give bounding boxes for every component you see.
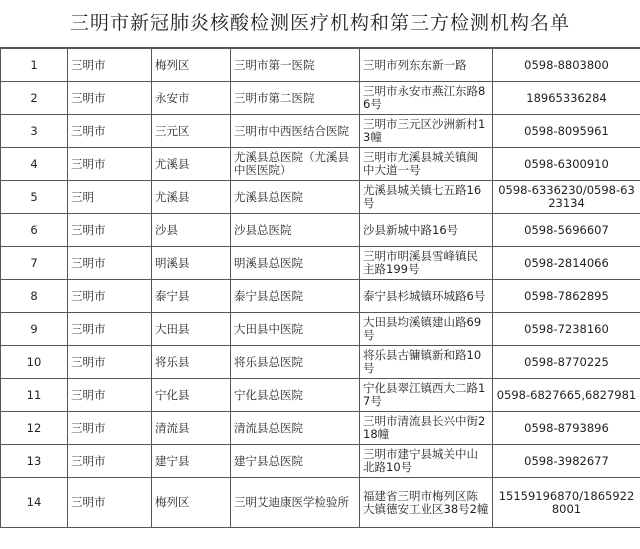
phone-cell: 0598-8803800 xyxy=(493,49,640,82)
county-cell: 沙县 xyxy=(152,214,231,247)
county-cell: 三元区 xyxy=(152,115,231,148)
institution-name-cell: 泰宁县总医院 xyxy=(231,280,360,313)
city-cell: 三明市 xyxy=(68,445,152,478)
city-cell: 三明市 xyxy=(68,313,152,346)
address-cell: 三明市建宁县城关中山北路10号 xyxy=(360,445,493,478)
phone-cell: 0598-7862895 xyxy=(493,280,640,313)
institution-name-cell: 三明艾迪康医学检验所 xyxy=(231,478,360,528)
institution-name-cell: 尤溪县总医院（尤溪县中医医院） xyxy=(231,148,360,181)
row-index: 9 xyxy=(1,313,68,346)
city-cell: 三明市 xyxy=(68,379,152,412)
address-cell: 宁化县翠江镇西大二路17号 xyxy=(360,379,493,412)
row-index: 12 xyxy=(1,412,68,445)
county-cell: 尤溪县 xyxy=(152,148,231,181)
address-cell: 大田县均溪镇建山路69号 xyxy=(360,313,493,346)
phone-cell: 0598-8095961 xyxy=(493,115,640,148)
address-cell: 三明市尤溪县城关镇闽中大道一号 xyxy=(360,148,493,181)
city-cell: 三明市 xyxy=(68,478,152,528)
county-cell: 泰宁县 xyxy=(152,280,231,313)
phone-cell: 0598-6300910 xyxy=(493,148,640,181)
institution-table xyxy=(0,48,640,528)
address-cell: 将乐县古镛镇新和路10号 xyxy=(360,346,493,379)
city-cell: 三明市 xyxy=(68,346,152,379)
city-cell: 三明市 xyxy=(68,412,152,445)
row-index: 14 xyxy=(1,478,68,528)
county-cell: 将乐县 xyxy=(152,346,231,379)
institution-name-cell: 清流县总医院 xyxy=(231,412,360,445)
phone-cell: 0598-8770225 xyxy=(493,346,640,379)
address-cell: 三明市列东东新一路 xyxy=(360,49,493,82)
institution-name-cell: 沙县总医院 xyxy=(231,214,360,247)
table-row xyxy=(1,148,640,181)
institution-name-cell: 建宁县总医院 xyxy=(231,445,360,478)
row-index: 8 xyxy=(1,280,68,313)
institution-name-cell: 明溪县总医院 xyxy=(231,247,360,280)
address-cell: 三明市永安市燕江东路86号 xyxy=(360,82,493,115)
row-index: 10 xyxy=(1,346,68,379)
institution-name-cell: 尤溪县总医院 xyxy=(231,181,360,214)
address-cell: 尤溪县城关镇七五路16号 xyxy=(360,181,493,214)
institution-table-body xyxy=(1,49,640,528)
city-cell: 三明市 xyxy=(68,115,152,148)
city-cell: 三明 xyxy=(68,181,152,214)
address-cell: 泰宁县杉城镇环城路6号 xyxy=(360,280,493,313)
county-cell: 梅列区 xyxy=(152,49,231,82)
county-cell: 梅列区 xyxy=(152,478,231,528)
phone-cell: 15159196870/18659228001 xyxy=(493,478,640,528)
address-cell: 三明市明溪县雪峰镇民主路199号 xyxy=(360,247,493,280)
address-cell: 三明市清流县长兴中街218幢 xyxy=(360,412,493,445)
table-row xyxy=(1,49,640,82)
address-cell: 沙县新城中路16号 xyxy=(360,214,493,247)
row-index: 11 xyxy=(1,379,68,412)
table-row xyxy=(1,478,640,528)
institution-name-cell: 三明市第一医院 xyxy=(231,49,360,82)
phone-cell: 0598-7238160 xyxy=(493,313,640,346)
table-row xyxy=(1,280,640,313)
phone-cell: 18965336284 xyxy=(493,82,640,115)
institution-name-cell: 三明市第二医院 xyxy=(231,82,360,115)
city-cell: 三明市 xyxy=(68,49,152,82)
row-index: 5 xyxy=(1,181,68,214)
table-row xyxy=(1,379,640,412)
phone-cell: 0598-6336230/0598-6323134 xyxy=(493,181,640,214)
row-index: 13 xyxy=(1,445,68,478)
city-cell: 三明市 xyxy=(68,214,152,247)
institution-name-cell: 宁化县总医院 xyxy=(231,379,360,412)
phone-cell: 0598-5696607 xyxy=(493,214,640,247)
phone-cell: 0598-8793896 xyxy=(493,412,640,445)
institution-name-cell: 大田县中医院 xyxy=(231,313,360,346)
row-index: 1 xyxy=(1,49,68,82)
county-cell: 建宁县 xyxy=(152,445,231,478)
institution-name-cell: 将乐县总医院 xyxy=(231,346,360,379)
row-index: 2 xyxy=(1,82,68,115)
county-cell: 明溪县 xyxy=(152,247,231,280)
table-row xyxy=(1,82,640,115)
city-cell: 三明市 xyxy=(68,148,152,181)
address-cell: 福建省三明市梅列区陈大镇德安工业区38号2幢 xyxy=(360,478,493,528)
phone-cell: 0598-2814066 xyxy=(493,247,640,280)
table-row xyxy=(1,181,640,214)
document-title: 三明市新冠肺炎核酸检测医疗机构和第三方检测机构名单 xyxy=(0,0,640,48)
county-cell: 宁化县 xyxy=(152,379,231,412)
institution-name-cell: 三明市中西医结合医院 xyxy=(231,115,360,148)
row-index: 6 xyxy=(1,214,68,247)
row-index: 4 xyxy=(1,148,68,181)
city-cell: 三明市 xyxy=(68,247,152,280)
county-cell: 永安市 xyxy=(152,82,231,115)
table-row xyxy=(1,247,640,280)
table-row xyxy=(1,445,640,478)
table-row xyxy=(1,115,640,148)
table-row xyxy=(1,412,640,445)
county-cell: 大田县 xyxy=(152,313,231,346)
table-row xyxy=(1,214,640,247)
county-cell: 清流县 xyxy=(152,412,231,445)
phone-cell: 0598-3982677 xyxy=(493,445,640,478)
row-index: 3 xyxy=(1,115,68,148)
table-row xyxy=(1,346,640,379)
row-index: 7 xyxy=(1,247,68,280)
city-cell: 三明市 xyxy=(68,82,152,115)
phone-cell: 0598-6827665,6827981 xyxy=(493,379,640,412)
table-row xyxy=(1,313,640,346)
address-cell: 三明市三元区沙洲新村13幢 xyxy=(360,115,493,148)
city-cell: 三明市 xyxy=(68,280,152,313)
county-cell: 尤溪县 xyxy=(152,181,231,214)
